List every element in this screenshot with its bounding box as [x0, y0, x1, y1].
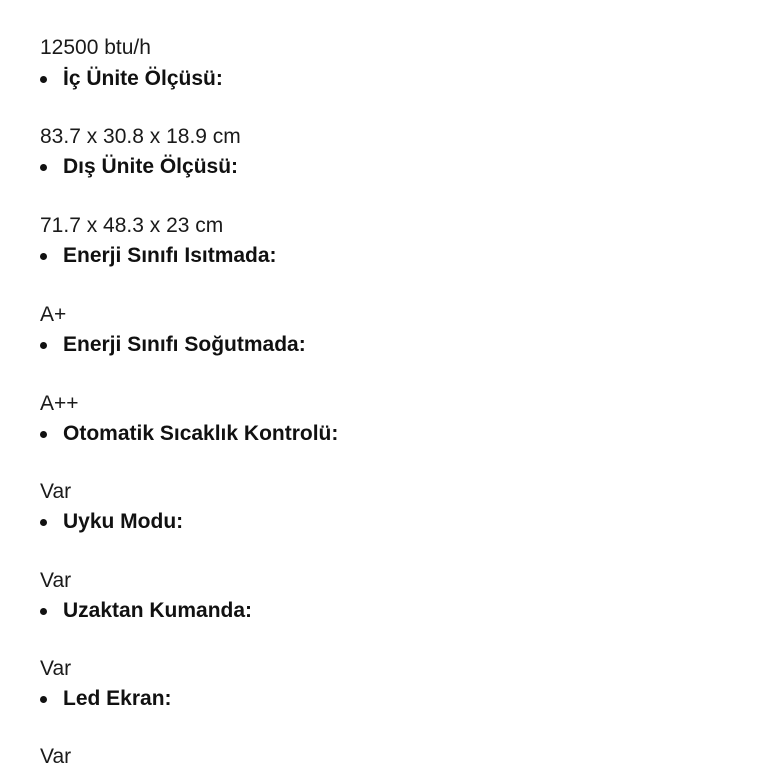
- bullet-icon: [40, 431, 47, 438]
- spec-label: İç Ünite Ölçüsü:: [63, 67, 223, 90]
- bullet-icon: [40, 608, 47, 615]
- spec-value-cooling-capacity: 12500 btu/h: [40, 36, 151, 59]
- bullet-icon: [40, 342, 47, 349]
- spec-value-auto-temperature-control: Var: [40, 480, 72, 503]
- spec-value-led-display: Var: [40, 745, 72, 768]
- spec-label: Enerji Sınıfı Isıtmada:: [63, 244, 277, 267]
- bullet-icon: [40, 696, 47, 703]
- spec-item-remote-control: [40, 598, 252, 624]
- spec-label: Uyku Modu:: [63, 510, 184, 533]
- spec-label: Otomatik Sıcaklık Kontrolü:: [63, 422, 339, 445]
- bullet-icon: [40, 76, 47, 83]
- spec-item-energy-class-heating: [40, 243, 277, 269]
- spec-label: Led Ekran:: [63, 687, 172, 710]
- bullet-icon: [40, 519, 47, 526]
- spec-item-auto-temperature-control: [40, 421, 338, 447]
- spec-value-indoor-unit-size: 83.7 x 30.8 x 18.9 cm: [40, 125, 241, 148]
- spec-value-sleep-mode: Var: [40, 569, 72, 592]
- spec-item-outdoor-unit-size: [40, 154, 238, 180]
- spec-item-sleep-mode: [40, 509, 183, 535]
- spec-label: Uzaktan Kumanda:: [63, 599, 253, 622]
- bullet-icon: [40, 164, 47, 171]
- spec-label: Dış Ünite Ölçüsü:: [63, 155, 239, 178]
- spec-item-indoor-unit-size: [40, 66, 223, 92]
- bullet-icon: [40, 253, 47, 260]
- spec-item-energy-class-cooling: [40, 332, 306, 358]
- spec-value-energy-class-cooling: A++: [40, 392, 79, 415]
- spec-item-led-display: [40, 686, 172, 712]
- spec-value-remote-control: Var: [40, 657, 72, 680]
- spec-item-cut-off: [40, 0, 63, 6]
- spec-value-energy-class-heating: A+: [40, 303, 67, 326]
- spec-label: Enerji Sınıfı Soğutmada:: [63, 333, 306, 356]
- spec-value-outdoor-unit-size: 71.7 x 48.3 x 23 cm: [40, 214, 224, 237]
